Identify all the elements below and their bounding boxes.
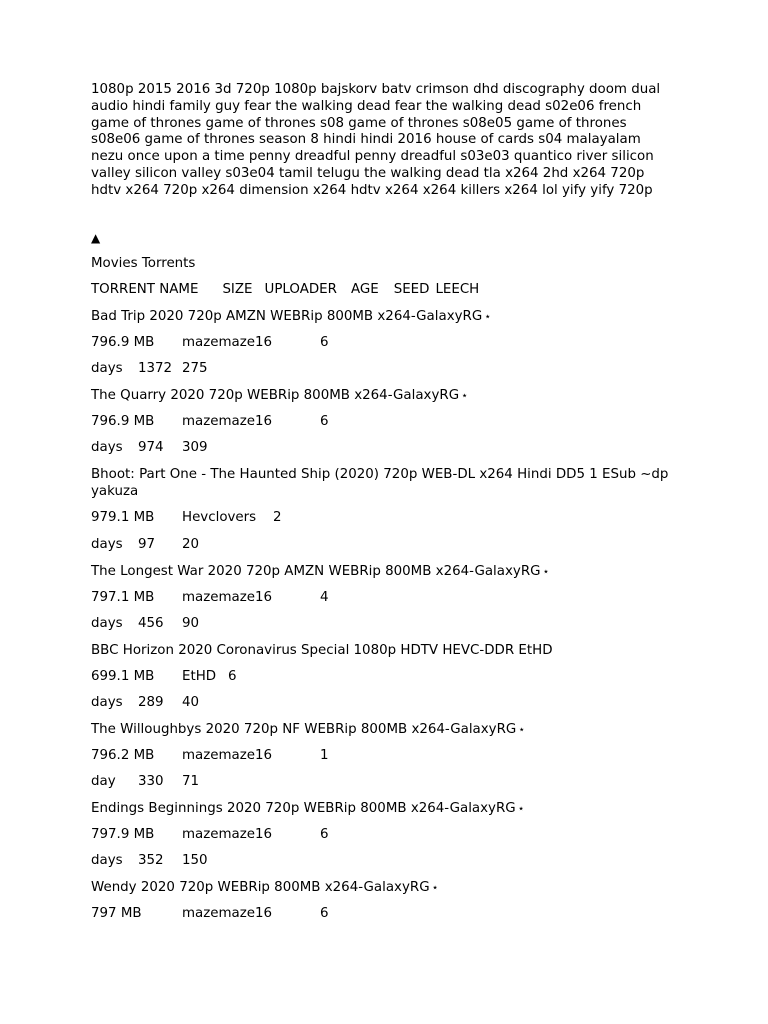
header-age: AGE [350,282,379,297]
torrent-leech: 150 [182,853,208,868]
torrent-uploader[interactable]: mazemaze16 [182,906,273,921]
torrent-details [91,668,237,685]
torrent-stats [91,360,208,377]
torrent-age-number: 6 [320,414,329,429]
header-seed: SEED [393,282,430,297]
torrent-seed: 97 [138,537,156,552]
torrent-name-text[interactable]: Bad Trip 2020 720p AMZN WEBRip 800MB x264-GalaxyRG [91,309,483,324]
torrent-age-number: 6 [320,906,329,921]
torrent-details [91,589,329,606]
section-title: Movies Torrents [91,256,196,271]
torrent-uploader[interactable]: mazemaze16 [182,827,273,842]
torrent-stats [91,439,208,456]
torrent-age-number: 4 [320,590,329,605]
document-page [91,82,681,921]
torrent-stats [91,536,199,553]
torrent-leech: 71 [182,774,200,789]
torrent-age-unit: days [91,537,123,552]
torrent-size: 797 MB [91,906,142,921]
torrent-age-unit: days [91,361,123,376]
torrent-age-number: 6 [320,827,329,842]
torrent-details [91,905,329,922]
torrent-name-text[interactable]: Endings Beginnings 2020 720p WEBRip 800MB x264-GalaxyRG [91,801,516,816]
torrent-name[interactable] [91,387,468,404]
torrent-seed: 289 [138,695,164,710]
torrent-seed: 974 [138,440,164,455]
table-header [91,281,479,298]
star-icon: ⋆ [461,389,468,402]
header-uploader: UPLOADER [264,282,337,297]
torrent-seed: 352 [138,853,164,868]
torrent-size: 797.9 MB [91,827,155,842]
torrent-uploader[interactable]: mazemaze16 [182,414,273,429]
torrent-leech: 40 [182,695,200,710]
torrent-uploader[interactable]: mazemaze16 [182,748,273,763]
torrent-stats [91,773,199,790]
torrent-name[interactable] [91,800,525,817]
torrent-name[interactable] [91,466,676,500]
torrent-name[interactable] [91,308,491,325]
torrent-leech: 275 [182,361,208,376]
torrent-name[interactable] [91,563,549,580]
torrent-details [91,826,329,843]
torrent-name-text[interactable]: The Willoughbys 2020 720p NF WEBRip 800MB x264-GalaxyRG [91,722,517,737]
torrent-age-unit: days [91,695,123,710]
torrent-size: 797.1 MB [91,590,155,605]
star-icon: ⋆ [542,565,550,578]
torrent-uploader[interactable]: Hevclovers [182,510,257,525]
torrent-name-text[interactable]: BBC Horizon 2020 Coronavirus Special 1080p HDTV HEVC-DDR EtHD [91,643,553,658]
header-leech: LEECH [435,282,480,297]
torrent-name[interactable] [91,642,553,659]
torrent-size: 796.9 MB [91,414,155,429]
torrent-seed: 456 [138,616,164,631]
tag-cloud: 1080p 2015 2016 3d 720p 1080p bajskorv batv crimson dhd discography doom dual audio hindi family guy fear the walking dead fear the walking dead s02e06 french game of thrones game of thrones s08 game of thrones s08e05 game of thrones s08e06 game of thrones season 8 hindi hindi 2016 house of cards s04 malayalam nezu once upon a time penny dreadful penny dreadful s03e03 quantico river silicon valley silicon valley s03e04 tamil telugu the walking dead tla x264 2hd x264 720p hdtv x264 720p x264 dimension x264 hdtv x264 x264 killers x264 lol yify yify 720p [91,82,661,198]
torrent-name-text[interactable]: Wendy 2020 720p WEBRip 800MB x264-GalaxyRG [91,880,430,895]
torrent-uploader[interactable]: mazemaze16 [182,335,273,350]
torrent-leech: 90 [182,616,200,631]
torrent-size: 699.1 MB [91,669,155,684]
torrent-stats [91,615,199,632]
torrent-age-unit: days [91,853,123,868]
torrent-size: 796.9 MB [91,335,155,350]
star-icon: ⋆ [431,881,439,894]
up-arrow-icon[interactable]: ▲ [91,231,101,245]
torrent-details [91,334,329,351]
torrent-name-text[interactable]: The Longest War 2020 720p AMZN WEBRip 800MB x264-GalaxyRG [91,564,541,579]
torrent-leech: 309 [182,440,208,455]
star-icon: ⋆ [484,310,492,323]
torrent-uploader[interactable]: mazemaze16 [182,590,273,605]
torrent-name-text[interactable]: The Quarry 2020 720p WEBRip 800MB x264-GalaxyRG [91,388,460,403]
torrent-seed: 330 [138,774,164,789]
torrent-name[interactable] [91,879,438,896]
torrent-name-text[interactable]: Bhoot: Part One - The Haunted Ship (2020) 720p WEB-DL x264 Hindi DD5 1 ESub ~dp yakuza [91,467,669,499]
torrent-age-number: 6 [228,669,237,684]
torrent-seed: 1372 [138,361,173,376]
torrent-size: 796.2 MB [91,748,155,763]
torrent-details [91,747,329,764]
torrent-age-unit: day [91,774,116,789]
torrent-age-number: 6 [320,335,329,350]
torrent-details [91,413,329,430]
torrent-name[interactable] [91,721,525,738]
torrent-leech: 20 [182,537,200,552]
torrent-details [91,509,282,526]
header-name: TORRENT NAME [91,282,199,297]
star-icon: ⋆ [518,723,526,736]
torrent-age-number: 1 [320,748,329,763]
torrent-stats [91,852,208,869]
torrent-age-number: 2 [273,510,282,525]
torrent-age-unit: days [91,616,123,631]
header-size: SIZE [222,282,253,297]
torrent-uploader[interactable]: EtHD [182,669,217,684]
torrent-age-unit: days [91,440,123,455]
star-icon: ⋆ [517,802,525,815]
torrent-stats [91,694,199,711]
torrent-size: 979.1 MB [91,510,155,525]
